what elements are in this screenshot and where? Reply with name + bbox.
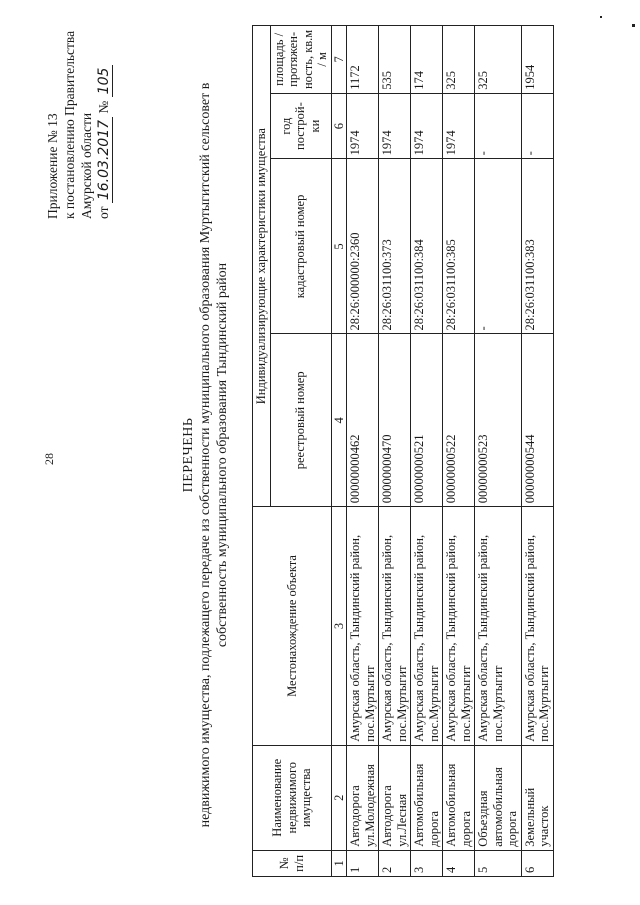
- cadastral-number: 28:26:031100:385: [443, 159, 475, 334]
- row-number: 4: [443, 850, 475, 876]
- title-line-2: собственность муниципального образования Тындинский район: [215, 262, 230, 648]
- cadastral-number: -: [475, 159, 522, 334]
- registry-number: 00000000522: [443, 334, 475, 507]
- column-number: 1: [331, 850, 347, 876]
- column-number: 2: [331, 745, 347, 850]
- cadastral-number: 28:26:031100:373: [379, 159, 411, 334]
- appendix-line-1: Приложение № 13: [45, 113, 60, 219]
- header-name: Наименование недвижимого имущества: [253, 745, 332, 850]
- table-row: [443, 26, 475, 877]
- appendix-line-2: к постановлению Правительства: [62, 30, 77, 219]
- title-line-1: недвижимого имущества, подлежащего передаче из собственности муниципального образования Муртыгитский сельсовет в: [198, 82, 213, 828]
- property-location: Амурская область, Тындинский район, пос.Муртыгит: [411, 507, 443, 745]
- document-title: ПЕРЕЧЕНЬ: [181, 417, 196, 493]
- property-name: Автодорога ул.Лесная: [379, 745, 411, 850]
- property-name: Автомобильная дорога: [443, 745, 475, 850]
- construction-year: 1974: [411, 93, 443, 159]
- row-number: 1: [347, 850, 379, 876]
- table-row: [521, 26, 553, 877]
- property-name: Автодорога ул.Молодежная: [347, 745, 379, 850]
- table-row: [379, 26, 411, 877]
- header-cadastral: кадастровый номер: [270, 159, 331, 334]
- table-row: [475, 26, 522, 877]
- property-table: [252, 25, 554, 877]
- column-number: 5: [331, 159, 347, 334]
- registry-number: 00000000523: [475, 334, 522, 507]
- construction-year: 1974: [379, 93, 411, 159]
- header-area: площадь / протяжен- ность, кв.м / м: [270, 26, 331, 94]
- column-number: 7: [331, 26, 347, 94]
- column-number-row: [331, 26, 347, 877]
- appendix-line-3: Амурской области: [79, 112, 94, 219]
- number-prefix: №: [96, 100, 111, 114]
- area-length: 325: [475, 26, 522, 94]
- registry-number: 00000000521: [411, 334, 443, 507]
- row-number: 2: [379, 850, 411, 876]
- title-block: [180, 25, 231, 885]
- construction-year: -: [475, 93, 522, 159]
- construction-year: -: [521, 93, 553, 159]
- header-num: № п/п: [253, 850, 332, 876]
- handwritten-date: 16.03.2017: [96, 117, 113, 203]
- property-location: Амурская область, Тындинский район, пос.Муртыгит: [475, 507, 522, 745]
- cadastral-number: 28:26:031100:383: [521, 159, 553, 334]
- property-location: Амурская область, Тындинский район, пос.Муртыгит: [443, 507, 475, 745]
- property-location: Амурская область, Тындинский район, пос.Муртыгит: [347, 507, 379, 745]
- table-row: [411, 26, 443, 877]
- property-name: Земельный участок: [521, 745, 553, 850]
- construction-year: 1974: [347, 93, 379, 159]
- header-year: год построй- ки: [270, 93, 331, 159]
- registry-number: 00000000462: [347, 334, 379, 507]
- header-row: [253, 26, 271, 877]
- property-location: Амурская область, Тындинский район, пос.Муртыгит: [521, 507, 553, 745]
- registry-number: 00000000470: [379, 334, 411, 507]
- header-registry: реестровый номер: [270, 334, 331, 507]
- property-location: Амурская область, Тындинский район, пос.Муртыгит: [379, 507, 411, 745]
- area-length: 174: [411, 26, 443, 94]
- header-individual: Индивидуализирующие характеристики имущества: [253, 26, 271, 507]
- construction-year: 1974: [443, 93, 475, 159]
- row-number: 3: [411, 850, 443, 876]
- area-length: 1172: [347, 26, 379, 94]
- column-number: 6: [331, 93, 347, 159]
- handwritten-number: 105: [96, 65, 113, 98]
- appendix-date-line: [95, 31, 113, 219]
- date-prefix: от: [96, 206, 111, 219]
- property-name: Автомобильная дорога: [411, 745, 443, 850]
- cadastral-number: 28:26:000000:2360: [347, 159, 379, 334]
- row-number: 5: [475, 850, 522, 876]
- header-location: Местонахождение объекта: [253, 507, 332, 745]
- registry-number: 00000000544: [521, 334, 553, 507]
- row-number: 6: [521, 850, 553, 876]
- area-length: 535: [379, 26, 411, 94]
- appendix-block: [44, 31, 113, 219]
- cadastral-number: 28:26:031100:384: [411, 159, 443, 334]
- page-number: 28: [42, 453, 56, 465]
- area-length: 1954: [521, 26, 553, 94]
- property-name: Объездная автомобильная дорога: [475, 745, 522, 850]
- column-number: 4: [331, 334, 347, 507]
- area-length: 325: [443, 26, 475, 94]
- column-number: 3: [331, 507, 347, 745]
- table-row: [347, 26, 379, 877]
- table-body: [347, 26, 554, 877]
